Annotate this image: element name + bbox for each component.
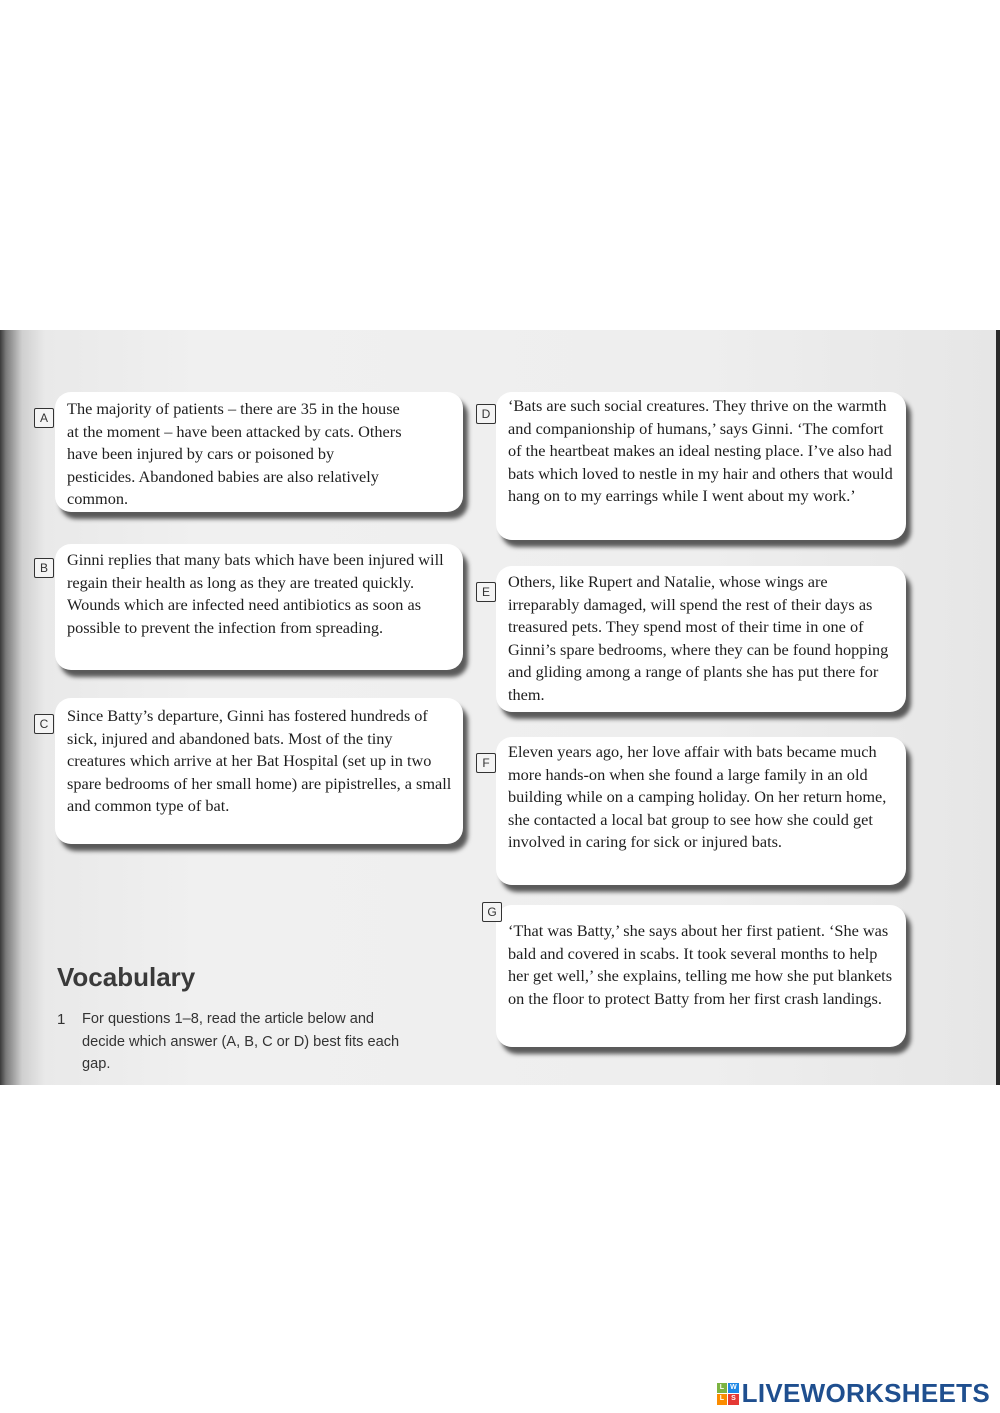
paragraph-box-a [39, 392, 463, 512]
paragraph-text-c: Since Batty’s departure, Ginni has fostered hundreds of sick, injured and abandoned bats. Most of the tiny creatures which arrive at her Bat Hospital (set up in two spare bedrooms of her small home) are pipistrelles, a small and common type of bat. [67, 706, 452, 816]
brand-name: LIVEWORKSHEETS [741, 1378, 990, 1408]
paragraph-text-g: ‘That was Batty,’ she says about her first patient. ‘She was bald and covered in scabs. It took several months to help her get well,’ she explains, telling me how she put blankets on the floor to protect Batty from her first crash landings. [508, 921, 893, 1008]
paragraph-box-f [482, 737, 906, 885]
brand-mark-letter: L [717, 1394, 728, 1405]
question-number: 1 [57, 1011, 66, 1028]
paragraph-box-d [481, 392, 906, 540]
brand-mark-letter: L [717, 1383, 728, 1394]
paragraph-text-e: Others, like Rupert and Natalie, whose wings are irreparably damaged, will spend the rest of their days as treasured pets. They spend most of their time in one of Ginni’s spare bedrooms, where they can be found hopping and gliding among a range of plants she has put there for them. [508, 572, 889, 704]
paragraph-label-c: C [34, 714, 54, 734]
paragraph-label-f: F [476, 753, 496, 773]
paragraph-box-b [39, 544, 463, 670]
paragraph-text-a: The majority of patients – there are 35 in the house at the moment – have been attacked by cats. Others have been injured by cars or poisoned by pesticides. Abandoned babies are also relatively common. [67, 399, 402, 509]
paragraph-label-a: A [34, 408, 54, 428]
paragraph-label-b: B [34, 558, 54, 578]
paragraph-box-c [39, 698, 463, 844]
vocabulary-instruction: For questions 1–8, read the article below and decide which answer (A, B, C or D) best fits each gap. [82, 1011, 400, 1072]
paragraph-text-f: Eleven years ago, her love affair with bats became much more hands-on when she found a large family in an old building while on a camping holiday. On her return home, she contacted a local bat group to see how she could get involved in caring for sick or injured bats. [508, 742, 887, 852]
vocabulary-heading: Vocabulary [57, 962, 196, 992]
brand-mark-letter: S [728, 1394, 739, 1405]
paragraph-box-e [481, 566, 906, 712]
paragraph-label-e: E [476, 582, 496, 602]
liveworksheets-mark-icon [717, 1383, 739, 1405]
scan-edge [996, 330, 1000, 1085]
paragraph-label-g: G [482, 902, 502, 922]
paragraph-text-b: Ginni replies that many bats which have been injured will regain their health as long as they are treated quickly. Wounds which are infected need antibiotics as soon as possible to prevent the infection from spreading. [67, 550, 444, 637]
paragraph-label-d: D [476, 404, 496, 424]
paragraph-box-g [487, 905, 906, 1047]
paragraph-text-d: ‘Bats are such social creatures. They thrive on the warmth and companionship of humans,’ says Ginni. ‘The comfort of the heartbeat makes an ideal nesting place. I’ve also had bats which loved to nestle in my hair and others that would hang on to my earrings while I went about my work.’ [508, 396, 893, 506]
liveworksheets-logo [717, 1378, 990, 1409]
brand-mark-letter: W [728, 1383, 739, 1394]
